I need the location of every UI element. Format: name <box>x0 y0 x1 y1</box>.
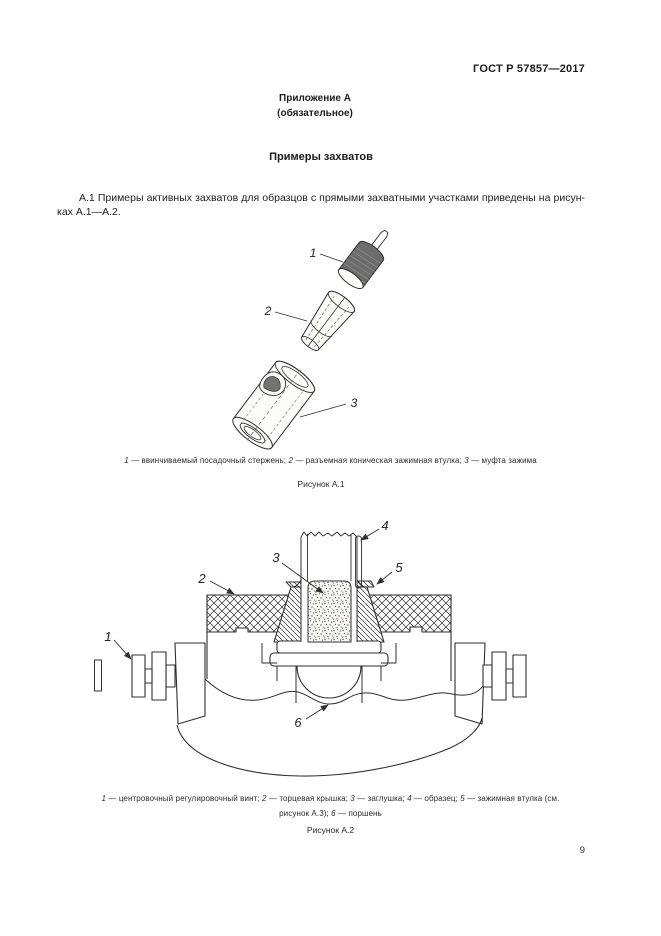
figure-a1-title: Рисунок А.1 <box>297 479 345 489</box>
leader-line-1 <box>320 254 343 262</box>
piston-wave-line <box>205 679 483 704</box>
figure-a1-label-3: 3 <box>350 396 358 410</box>
body-bottom-curve <box>177 718 482 776</box>
leader-line-1 <box>114 640 131 659</box>
collar-plate-lower <box>270 653 388 666</box>
figure-a2-label-6: 6 <box>294 715 302 730</box>
section-title: Примеры захватов <box>269 151 373 163</box>
side-plate-left <box>175 643 205 724</box>
annex-subtitle: (обязательное) <box>277 108 353 119</box>
figure-a2-title: Рисунок А.2 <box>306 825 355 835</box>
figure-a2-label-3: 3 <box>272 550 280 565</box>
figure-a2-label-4: 4 <box>381 518 389 533</box>
leader-line-4 <box>361 529 379 540</box>
document-code: ГОСТ Р 57857—2017 <box>473 63 585 75</box>
leader-line-6 <box>306 705 328 719</box>
collar-plate-upper <box>277 641 381 653</box>
ball-seat-dome <box>297 666 361 698</box>
conical-bushing-part <box>295 288 357 356</box>
figure-a2-caption: 1 — центровочный регулировочный винт; 2 — торцевая крышка; 3 — заглушка; 4 — образец; 5 — зажимная втулка (см. рисунок А.3); 6 — поршень <box>101 794 560 818</box>
figure-a1-caption: 1 — ввинчиваемый посадочный стержень; 2 — разъемная коническая зажимная втулка; 3 — муфта зажима <box>124 456 537 465</box>
threaded-stem-part <box>335 222 398 292</box>
paragraph-a1: А.1 Примеры активных захватов для образцов с прямыми захватными участками приведены на рисунках А.1—А.2. <box>57 191 585 218</box>
figure-a1-label-2: 2 <box>264 304 272 318</box>
annex-title: Приложение А <box>279 93 351 104</box>
figure-a1-drawing <box>190 220 470 460</box>
adjust-screw-left <box>95 652 176 700</box>
figure-a2-label-2: 2 <box>198 571 206 586</box>
figure-a2-label-1: 1 <box>104 629 112 644</box>
annex-heading <box>51 91 579 121</box>
figure-a1-label-1: 1 <box>309 246 317 260</box>
leader-line-5 <box>377 572 392 584</box>
leader-line-2 <box>210 581 234 594</box>
page-number: 9 <box>579 845 585 856</box>
figure-a2-drawing <box>90 503 570 788</box>
clamp-sleeve-part <box>227 353 320 454</box>
plug-stippled <box>308 581 351 642</box>
leader-line-2 <box>275 312 307 321</box>
leader-line-3 <box>300 404 346 417</box>
side-plate-right <box>455 643 485 724</box>
figure-a2-label-5: 5 <box>395 560 403 575</box>
adjust-screw-right <box>483 652 526 700</box>
